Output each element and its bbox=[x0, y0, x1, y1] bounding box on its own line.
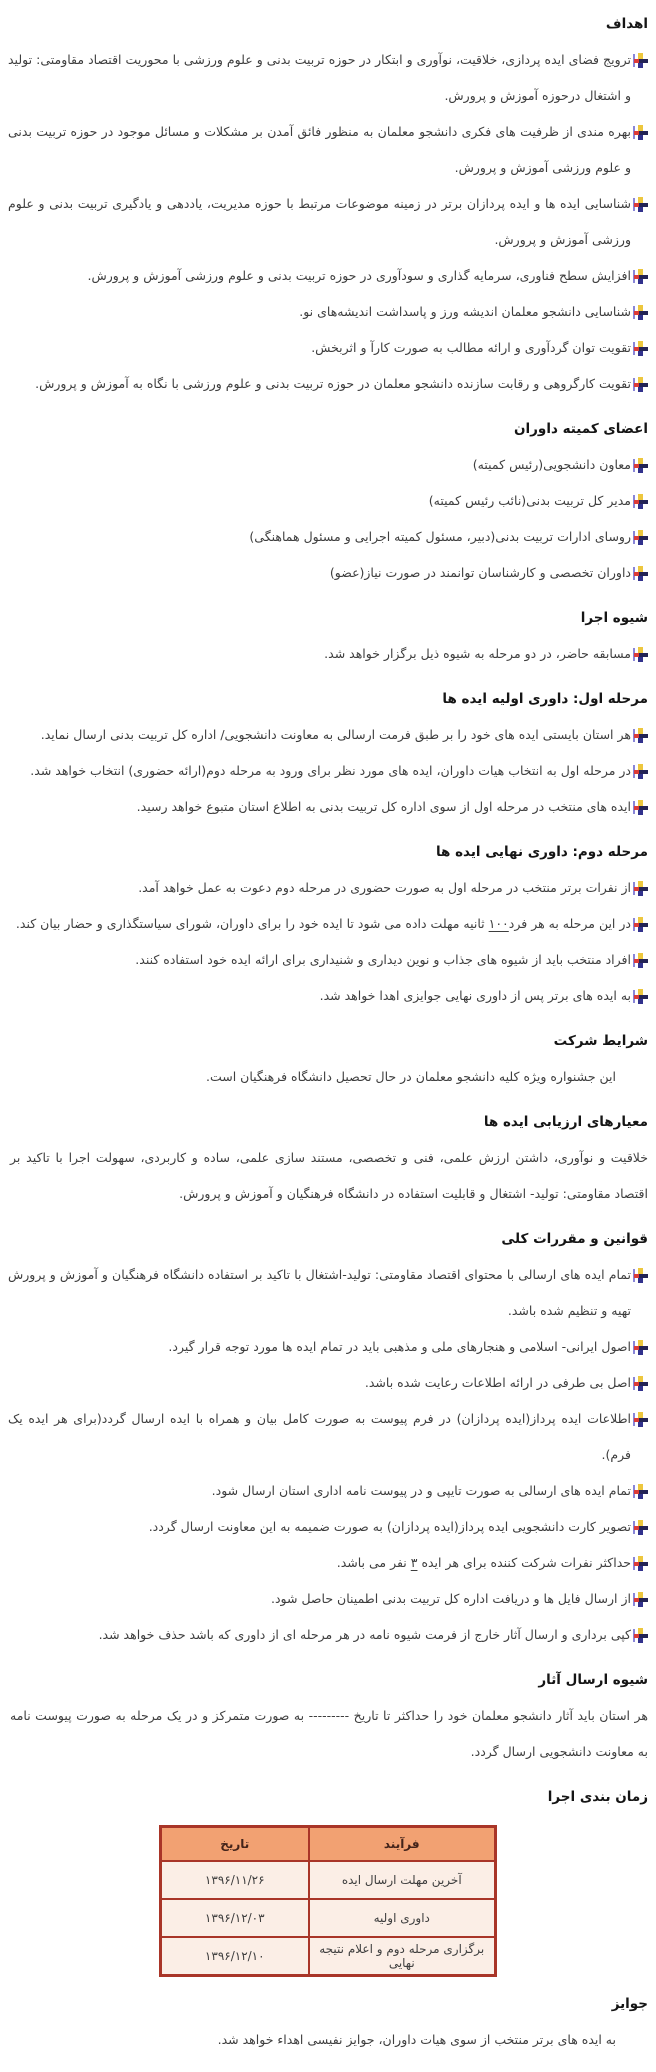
bullet-item bbox=[8, 1581, 648, 1617]
paragraph: به ایده های برتر منتخب از سوی هیات داوران، جوایز نفیسی اهداء خواهد شد. bbox=[217, 2032, 616, 2047]
bullet-item bbox=[8, 366, 648, 402]
text-segment: تقویت توان گردآوری و ارائه مطالب به صورت کارآ و اثربخش. bbox=[311, 340, 631, 355]
text-segment: به ایده های برتر پس از داوری نهایی جوایزی اهدا خواهد شد. bbox=[319, 988, 631, 1003]
text-segment: افزایش سطح فناوری، سرمایه گذاری و سودآوری در حوزه تربیت بدنی و علوم ورزشی آموزش و پرورش. bbox=[87, 268, 631, 283]
paragraph: هر استان باید آثار دانشجو معلمان خود را حداکثر تا تاریخ --------- به صورت متمرکز و در یک مرحله به صورت پیوست نامه به معاونت دانشجویی ارسال گردد. bbox=[10, 1708, 648, 1759]
text-segment: بهره مندی از ظرفیت های فکری دانشجو معلمان به منظور فائق آمدن بر مشکلات و مسائل موجود در حوزه تربیت بدنی و علوم ورزشی آموزش و پرورش. bbox=[8, 124, 631, 175]
schedule-header-row bbox=[161, 1827, 496, 1862]
colored-cross-bullet-icon bbox=[633, 530, 648, 545]
bullet-text bbox=[8, 447, 631, 483]
bullet-text bbox=[8, 906, 631, 942]
colored-cross-bullet-icon bbox=[633, 1592, 648, 1607]
bullet-item bbox=[8, 1617, 648, 1653]
colored-cross-bullet-icon bbox=[633, 953, 648, 968]
text-segment: شناسایی ایده ها و ایده پردازان برتر در زمینه موضوعات مرتبط با حوزه مدیریت، یاددهی و یادگیری تربیت بدنی و علوم ورزشی آموزش و پرورش. bbox=[8, 196, 631, 247]
colored-cross-bullet-icon bbox=[633, 800, 648, 815]
bullet-item bbox=[8, 870, 648, 906]
bullet-icon-shape bbox=[638, 738, 643, 743]
bullet-icon-shape bbox=[638, 1602, 643, 1607]
bullet-icon-shape bbox=[638, 963, 643, 968]
bullet-icon-shape bbox=[638, 1278, 643, 1283]
bullet-text bbox=[8, 1545, 631, 1581]
bullet-icon-shape bbox=[638, 891, 643, 896]
bullet-icon-shape bbox=[638, 1386, 643, 1391]
bullet-icon-shape bbox=[638, 1494, 643, 1499]
section-heading: اهداف bbox=[605, 16, 648, 32]
colored-cross-bullet-icon bbox=[633, 494, 648, 509]
text-segment: تمام ایده های ارسالی به صورت تایپی و در پیوست نامه اداری استان ارسال شود. bbox=[211, 1483, 631, 1498]
colored-cross-bullet-icon bbox=[633, 1376, 648, 1391]
text-segment: هر استان بایستی ایده های خود را بر طبق فرمت ارسالی به معاونت دانشجویی/ اداره کل تربیت بدنی ارسال نماید. bbox=[40, 727, 631, 742]
bullet-icon-shape bbox=[638, 540, 643, 545]
text-segment: اصول ایرانی- اسلامی و هنجارهای ملی و مذهبی باید در تمام ایده ها مورد توجه قرار گیرد. bbox=[168, 1339, 631, 1354]
section-heading: شرایط شرکت bbox=[553, 1033, 648, 1049]
text-segment: تصویر کارت دانشجویی ایده پرداز(ایده پردازان) به صورت ضمیمه به این معاونت ارسال گردد. bbox=[148, 1519, 631, 1534]
text-segment: اصل بی طرفی در ارائه اطلاعات رعایت شده باشد. bbox=[364, 1375, 631, 1390]
colored-cross-bullet-icon bbox=[633, 197, 648, 212]
bullet-icon-shape bbox=[638, 999, 643, 1004]
section-heading: شیوه ارسال آثار bbox=[538, 1672, 648, 1688]
colored-cross-bullet-icon bbox=[633, 1556, 648, 1571]
bullet-icon-shape bbox=[638, 63, 643, 68]
bullet-icon-shape bbox=[638, 315, 643, 320]
text-segment: مدیر کل تربیت بدنی(نائب رئیس کمیته) bbox=[428, 493, 631, 508]
text-segment: حداکثر نفرات شرکت کننده برای هر ایده bbox=[417, 1555, 631, 1570]
bullet-icon-shape bbox=[638, 351, 643, 356]
bullet-item bbox=[8, 330, 648, 366]
colored-cross-bullet-icon bbox=[633, 305, 648, 320]
bullet-text bbox=[8, 1257, 631, 1329]
bullet-text bbox=[8, 789, 631, 825]
bullet-text bbox=[8, 636, 631, 672]
bullet-item bbox=[8, 717, 648, 753]
bullet-item bbox=[8, 294, 648, 330]
bullet-text bbox=[8, 1401, 631, 1473]
bullet-icon-shape bbox=[638, 1422, 643, 1427]
bullet-text bbox=[8, 294, 631, 330]
section-heading: زمان بندی اجرا bbox=[547, 1789, 648, 1805]
bullet-text bbox=[8, 1365, 631, 1401]
bullet-text bbox=[8, 42, 631, 114]
bullet-text bbox=[8, 366, 631, 402]
schedule-row bbox=[161, 1899, 496, 1937]
bullet-text bbox=[8, 114, 631, 186]
colored-cross-bullet-icon bbox=[633, 647, 648, 662]
bullet-text bbox=[8, 1617, 631, 1653]
bullet-item bbox=[8, 1257, 648, 1329]
bullet-icon-shape bbox=[638, 468, 643, 473]
bullet-text bbox=[8, 978, 631, 1014]
bullet-text bbox=[8, 1509, 631, 1545]
bullet-text bbox=[8, 330, 631, 366]
bullet-icon-shape bbox=[638, 504, 643, 509]
colored-cross-bullet-icon bbox=[633, 125, 648, 140]
colored-cross-bullet-icon bbox=[633, 377, 648, 392]
bullet-item bbox=[8, 483, 648, 519]
bullet-icon-shape bbox=[638, 1638, 643, 1643]
bullet-icon-shape bbox=[638, 927, 643, 932]
text-segment: ثانیه مهلت داده می شود تا ایده خود را برای داوران، شورای سیاستگذاری و حضار بیان کند. bbox=[15, 916, 489, 931]
bullet-item bbox=[8, 753, 648, 789]
section-heading: اعضای کمیته داوران bbox=[514, 421, 648, 437]
bullet-item bbox=[8, 186, 648, 258]
colored-cross-bullet-icon bbox=[633, 1412, 648, 1427]
schedule-row bbox=[161, 1861, 496, 1899]
colored-cross-bullet-icon bbox=[633, 989, 648, 1004]
section-heading: معیارهای ارزیابی ایده ها bbox=[483, 1114, 648, 1130]
bullet-item bbox=[8, 42, 648, 114]
bullet-icon-shape bbox=[638, 1566, 643, 1571]
schedule-table bbox=[159, 1825, 497, 1977]
section-heading: شیوه اجرا bbox=[580, 610, 648, 626]
colored-cross-bullet-icon bbox=[633, 341, 648, 356]
schedule-cell: آخرین مهلت ارسال ایده bbox=[309, 1861, 496, 1899]
bullet-item bbox=[8, 1329, 648, 1365]
schedule-cell: داوری اولیه bbox=[309, 1899, 496, 1937]
bullet-text bbox=[8, 1473, 631, 1509]
bullet-text bbox=[8, 1329, 631, 1365]
colored-cross-bullet-icon bbox=[633, 1340, 648, 1355]
bullet-text bbox=[8, 942, 631, 978]
bullet-icon-shape bbox=[638, 207, 643, 212]
colored-cross-bullet-icon bbox=[633, 1628, 648, 1643]
schedule-table-wrap bbox=[8, 1825, 648, 1977]
colored-cross-bullet-icon bbox=[633, 269, 648, 284]
text-segment: از ارسال فایل ها و دریافت اداره کل تربیت بدنی اطمینان حاصل شود. bbox=[271, 1591, 631, 1606]
bullet-icon-shape bbox=[638, 135, 643, 140]
schedule-table-body bbox=[161, 1861, 496, 1976]
text-segment: در این مرحله به هر فرد bbox=[508, 916, 631, 931]
bullet-item bbox=[8, 519, 648, 555]
colored-cross-bullet-icon bbox=[633, 764, 648, 779]
paragraph: این جشنواره ویژه کلیه دانشجو معلمان در حال تحصیل دانشگاه فرهنگیان است. bbox=[205, 1069, 616, 1084]
section-heading: قوانین و مقررات کلی bbox=[501, 1231, 648, 1247]
bullet-text bbox=[8, 519, 631, 555]
text-segment: مسابقه حاضر، در دو مرحله به شیوه ذیل برگزار خواهد شد. bbox=[324, 646, 631, 661]
bullet-item bbox=[8, 978, 648, 1014]
schedule-cell: ۱۳۹۶/۱۱/۲۶ bbox=[161, 1861, 309, 1899]
bullet-icon-shape bbox=[638, 279, 643, 284]
bullet-icon-shape bbox=[638, 1530, 643, 1535]
bullet-icon-shape bbox=[638, 774, 643, 779]
text-segment: از نفرات برتر منتخب در مرحله اول به صورت حضوری در مرحله دوم دعوت به عمل خواهد آمد. bbox=[138, 880, 631, 895]
bullet-icon-shape bbox=[638, 576, 643, 581]
bullet-text bbox=[8, 753, 631, 789]
bullet-item bbox=[8, 1545, 648, 1581]
bullet-icon-shape bbox=[638, 387, 643, 392]
schedule-cell: ۱۳۹۶/۱۲/۰۳ bbox=[161, 1899, 309, 1937]
section-heading: مرحله دوم: داوری نهایی ایده ها bbox=[435, 844, 648, 860]
schedule-row bbox=[161, 1937, 496, 1976]
underlined-text-segment: ۳ bbox=[410, 1555, 418, 1570]
schedule-col-header: فرآیند bbox=[309, 1827, 496, 1862]
schedule-cell: ۱۳۹۶/۱۲/۱۰ bbox=[161, 1937, 309, 1976]
schedule-table-head bbox=[161, 1827, 496, 1862]
colored-cross-bullet-icon bbox=[633, 881, 648, 896]
text-segment: تقویت کارگروهی و رقابت سازنده دانشجو معلمان در حوزه تربیت بدنی و علوم ورزشی با نگاه به آموزش و پرورش. bbox=[35, 376, 631, 391]
bullet-item bbox=[8, 1365, 648, 1401]
schedule-cell: برگزاری مرحله دوم و اعلام نتیجه نهایی bbox=[309, 1937, 496, 1976]
schedule-col-header: تاریخ bbox=[161, 1827, 309, 1862]
paragraph: خلاقیت و نوآوری، داشتن ارزش علمی، فنی و تخصصی، مستند سازی علمی، ساده و کاربردی، سهولت اجرا با تاکید بر اقتصاد مقاومتی: تولید- اشتغال و قابلیت استفاده در دانشگاه فرهنگیان و آموزش و پرورش. bbox=[10, 1150, 648, 1201]
bullet-icon-shape bbox=[638, 1350, 643, 1355]
underlined-text-segment: ۱۰۰ bbox=[488, 916, 509, 931]
colored-cross-bullet-icon bbox=[633, 728, 648, 743]
bullet-item bbox=[8, 942, 648, 978]
bullet-icon-shape bbox=[638, 657, 643, 662]
section-heading: مرحله اول: داوری اولیه ایده ها bbox=[442, 691, 648, 707]
colored-cross-bullet-icon bbox=[633, 458, 648, 473]
bullet-text bbox=[8, 483, 631, 519]
bullet-item bbox=[8, 1509, 648, 1545]
bullet-icon-shape bbox=[638, 810, 643, 815]
text-segment: روسای ادارات تربیت بدنی(دبیر، مسئول کمیته اجرایی و مسئول هماهنگی) bbox=[249, 529, 631, 544]
colored-cross-bullet-icon bbox=[633, 53, 648, 68]
text-segment: داوران تخصصی و کارشناسان توانمند در صورت نیاز(عضو) bbox=[329, 565, 631, 580]
bullet-text bbox=[8, 186, 631, 258]
bullet-item bbox=[8, 114, 648, 186]
colored-cross-bullet-icon bbox=[633, 1484, 648, 1499]
bullet-item bbox=[8, 447, 648, 483]
text-segment: نفر می باشد. bbox=[336, 1555, 411, 1570]
bullet-text bbox=[8, 1581, 631, 1617]
colored-cross-bullet-icon bbox=[633, 1268, 648, 1283]
bullet-item bbox=[8, 906, 648, 942]
bullet-item bbox=[8, 636, 648, 672]
bullet-item bbox=[8, 555, 648, 591]
bullet-item bbox=[8, 258, 648, 294]
bullet-text bbox=[8, 717, 631, 753]
colored-cross-bullet-icon bbox=[633, 566, 648, 581]
section-heading: جوایز bbox=[611, 1996, 648, 2012]
colored-cross-bullet-icon bbox=[633, 917, 648, 932]
bullet-text bbox=[8, 258, 631, 294]
bullet-item bbox=[8, 1473, 648, 1509]
text-segment: کپی برداری و ارسال آثار خارج از فرمت شیوه نامه در هر مرحله ای از داوری که باشد حذف خواهد شد. bbox=[98, 1627, 631, 1642]
text-segment: ایده های منتخب در مرحله اول از سوی اداره کل تربیت بدنی به اطلاع استان متبوع خواهد رسید. bbox=[136, 799, 631, 814]
colored-cross-bullet-icon bbox=[633, 1520, 648, 1535]
bullet-item bbox=[8, 1401, 648, 1473]
bullet-item bbox=[8, 789, 648, 825]
text-segment: تمام ایده های ارسالی با محتوای اقتصاد مقاومتی: تولید-اشتغال با تاکید بر استفاده دانشگاه فرهنگیان و آموزش و پرورش تهیه و تنظیم شده باشد. bbox=[8, 1267, 631, 1318]
bullet-text bbox=[8, 870, 631, 906]
text-segment: اطلاعات ایده پرداز(ایده پردازان) در فرم پیوست به صورت کامل بیان و همراه با ایده ارسال گردد(برای هر ایده یک فرم). bbox=[8, 1411, 631, 1462]
text-segment: معاون دانشجویی(رئیس کمیته) bbox=[472, 457, 631, 472]
bullet-text bbox=[8, 555, 631, 591]
text-segment: شناسایی دانشجو معلمان اندیشه ورز و پاسداشت اندیشه‌های نو. bbox=[299, 304, 631, 319]
text-segment: در مرحله اول به انتخاب هیات داوران، ایده های مورد نظر برای ورود به مرحله دوم(ارائه حضوری) انتخاب خواهد شد. bbox=[30, 763, 631, 778]
text-segment: ترویج فضای ایده پردازی، خلاقیت، نوآوری و ابتکار در حوزه تربیت بدنی و علوم ورزشی با محوریت اقتصاد مقاومتی: تولید و اشتغال درحوزه آموزش و پرورش. bbox=[8, 52, 631, 103]
text-segment: افراد منتخب باید از شیوه های جذاب و نوین دیداری و شنیداری برای ارائه ایده خود استفاده کنند. bbox=[135, 952, 631, 967]
